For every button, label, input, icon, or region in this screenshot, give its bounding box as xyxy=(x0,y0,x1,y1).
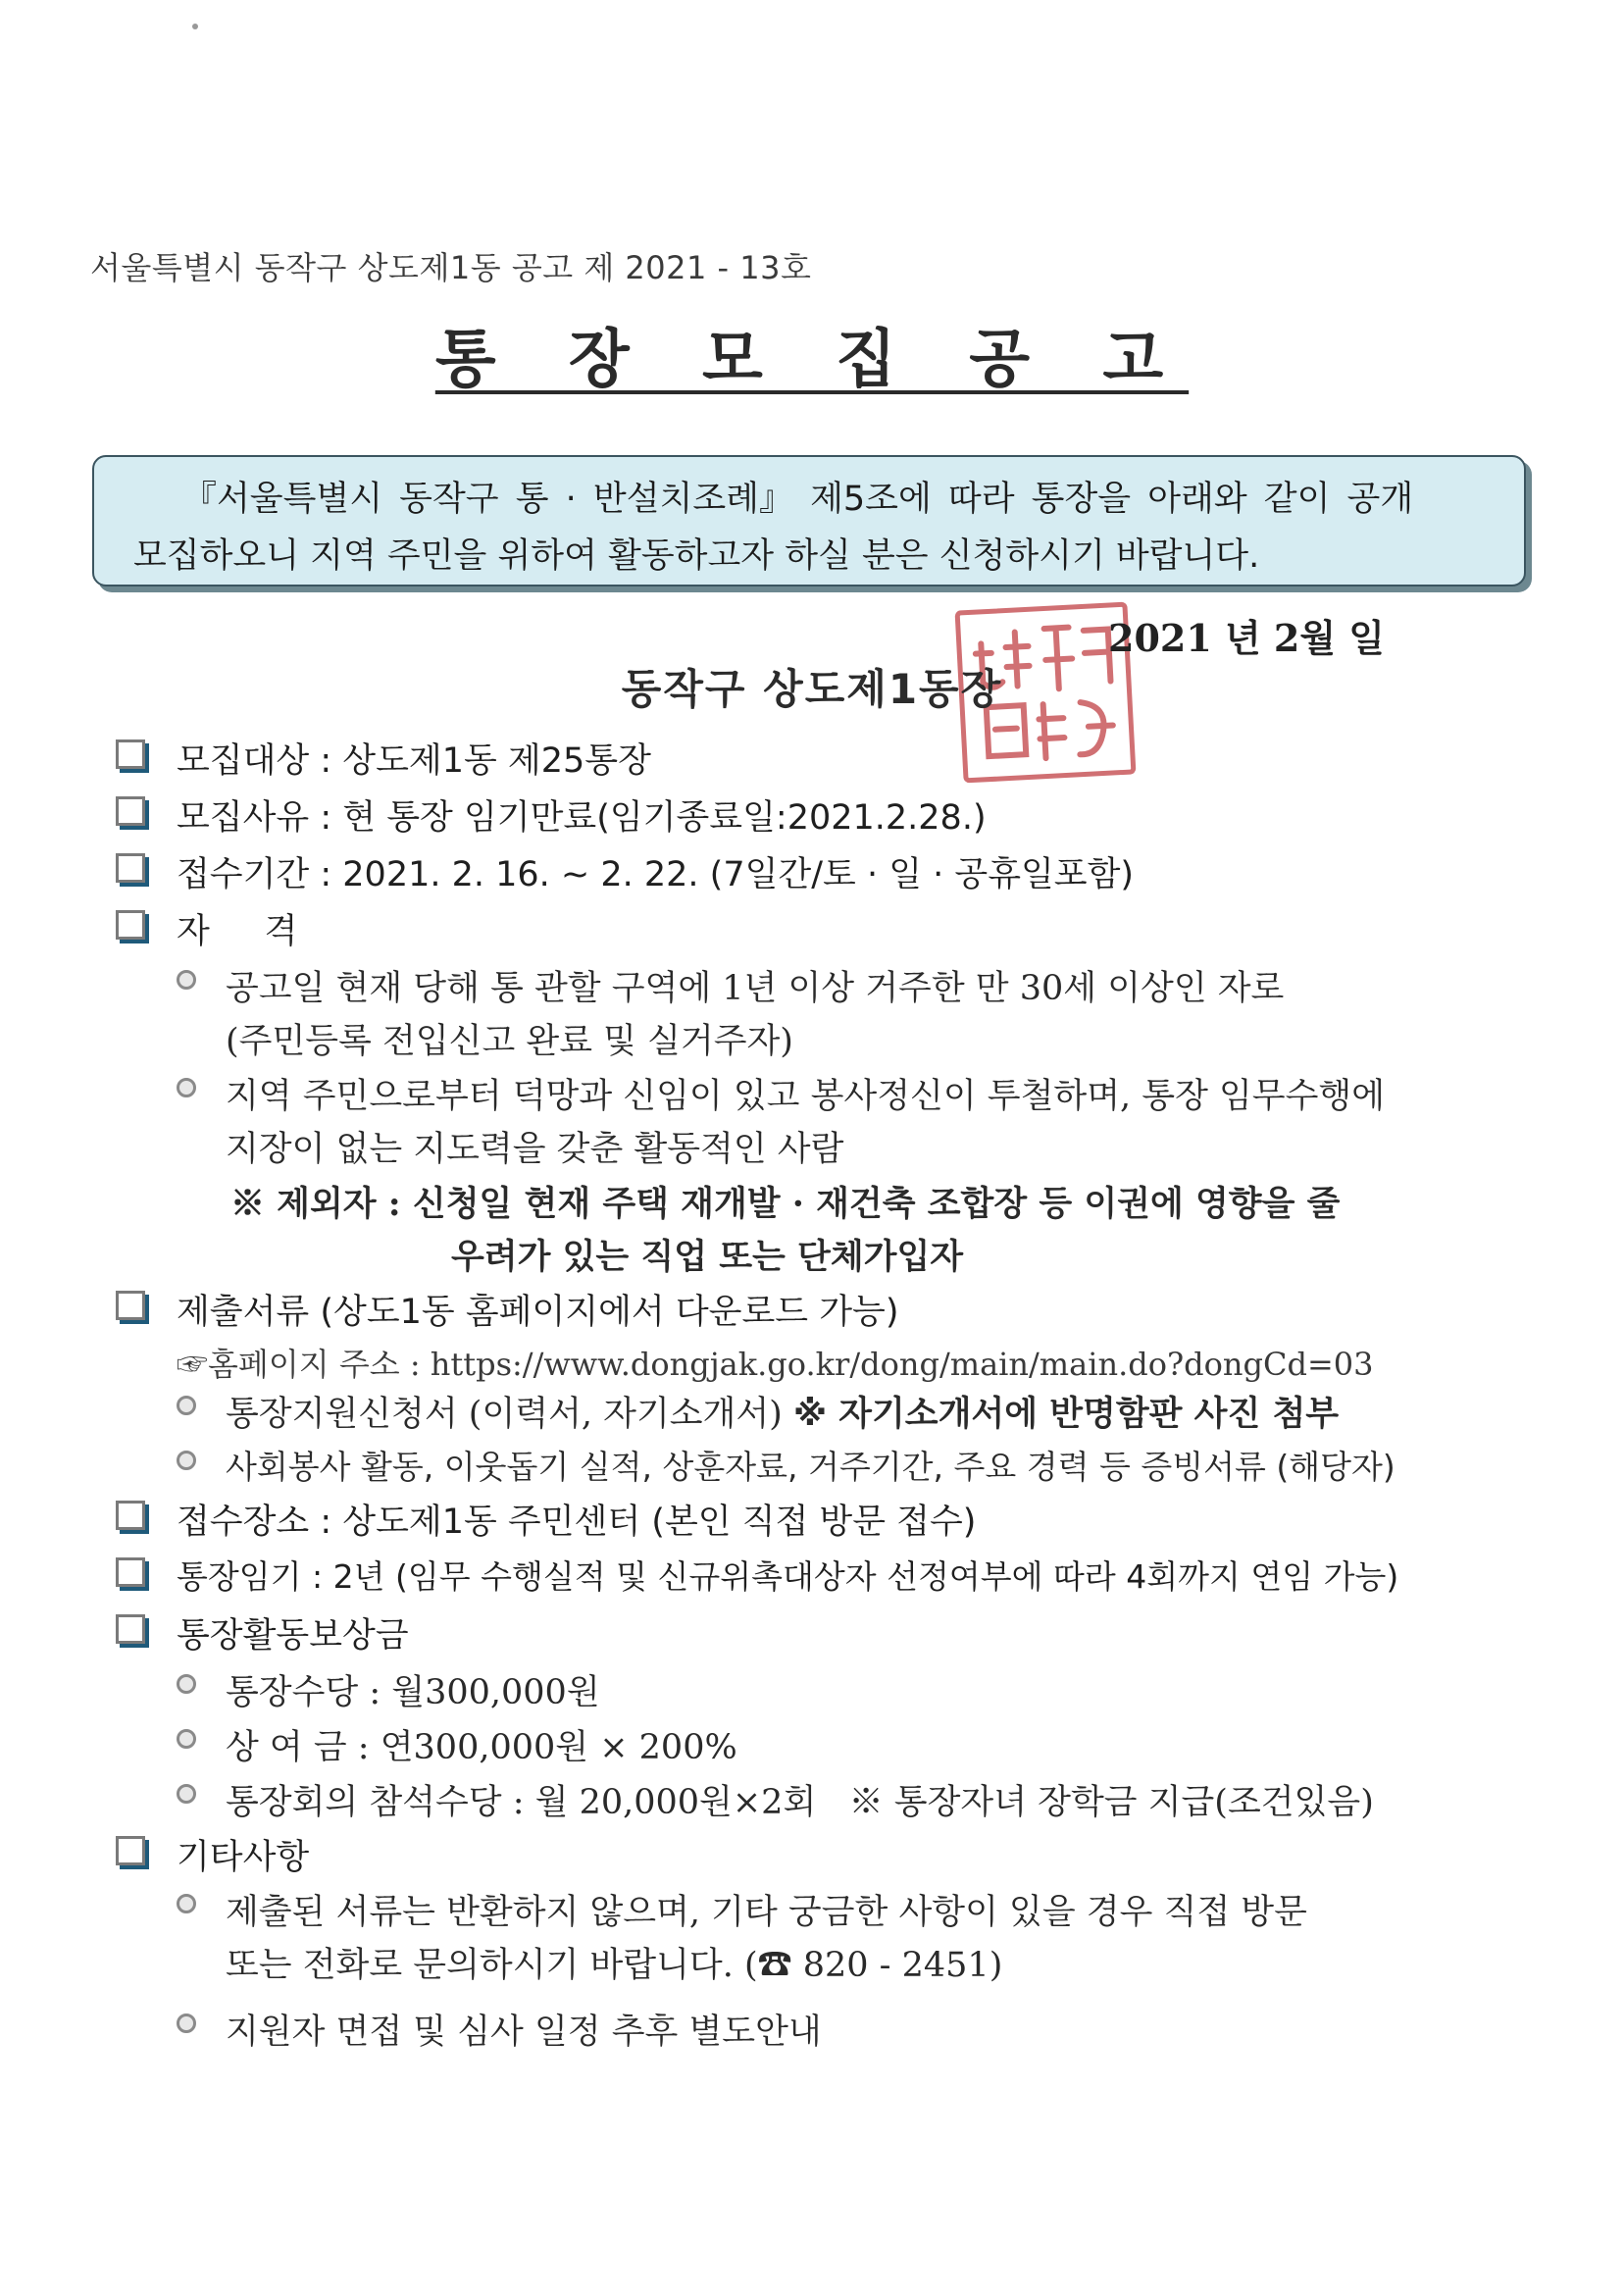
homepage-address: ☞홈페이지 주소 : https://www.dongjak.go.kr/dong/main/main.do?dongCd=03 xyxy=(177,1346,1374,1383)
notice-page: 서울특별시 동작구 상도제1동 공고 제 2021 - 13호 통 장 모 집 공 고 『서울특별시 동작구 통 · 반설치조례』 제5조에 따라 통장을 아래와 같이 공개 모집하오니 지역 주민을 위하여 활동하고자 하실 분은 신청하시기 바랍니다. 2021 년 2월 일 동작구 상도제1동장 모집대상 : 상도제1동 제25통장 모집사유 : 현 통장 임기만료(임기종료일:2021.2.28.) 접수기간 : 2021. 2. 16. ~ 2. 22. (7일간/토 · 일 · 공휴일포함) 자 격 공고일 현재 당해 통 관할 구역에 1년 이상 거주한 만 30세 이상인 자로 (주민등록 전입신고 완료 및 실거주자) 지역 주민으로부터 덕망과 신임이 있고 봉사정신이 투철하며, 통장 임무수행에 지장이 없는 지도력을 갖춘 활동적인 사람 ※ 제외자 : 신청일 현재 주택 재개발 · 재건축 조합장 등 이권에 영향을 줄 우려가 있는 직업 또는 단체가입자 제출서류 (상도1동 홈페이지에서 다운로드 가능) ☞홈페이지 주소 : https://www.dongjak.go.kr/dong/main/main.do?dongCd=03 통장지원신청서 (이력서, 자기소개서) ※ 자기소개서에 반명함판 사진 첨부 사회봉사 활동, 이웃돕기 실적, 상훈자료, 거주기간, 주요 경력 등 증빙서류 (해당자) 접수장소 : 상도제1동 주민센터 (본인 직접 방문 접수) 통장임기 : 2년 (임무 수행실적 및 신규위촉대상자 선정여부에 따라 4회까지 연임 가능) 통장활동보상금 통장수당 : 월300,000원 상 여 금 : 연300,000원 × 200% 통장회의 참석수당 : 월 20,000원×2회 ※ 통장자녀 장학금 지급(조건있음) 기타사항 제출된 서류는 반환하지 않으며, 기타 궁금한 사항이 있을 경우 직접 방문 또는 전화로 문의하시기 바랍니다. (☎ 820 - 2451) 지원자 면접 및 심사 일정 추후 별도안내 xyxy=(0,0,1624,2294)
checkbox-icon xyxy=(116,910,145,940)
checkbox-icon xyxy=(116,1291,145,1320)
checkbox-icon xyxy=(116,739,145,769)
checkbox-icon xyxy=(116,1501,145,1530)
circle-bullet-icon xyxy=(177,2014,196,2033)
exclusion-line-2: 우려가 있는 직업 또는 단체가입자 xyxy=(451,1237,964,1277)
reward-3: 통장회의 참석수당 : 월 20,000원×2회 ※ 통장자녀 장학금 지급(조건있음) xyxy=(177,1775,221,1932)
checkbox-icon xyxy=(116,1614,145,1644)
circle-bullet-icon xyxy=(177,1674,196,1694)
circle-bullet-icon xyxy=(177,1396,196,1415)
issuer-name: 동작구 상도제1동장 xyxy=(621,665,1003,713)
notice-number: 서울특별시 동작구 상도제1동 공고 제 2021 - 13호 xyxy=(90,249,812,286)
checkbox-icon xyxy=(116,1836,145,1865)
exclusion-line-1: ※ 제외자 : 신청일 현재 주택 재개발 · 재건축 조합장 등 이권에 영향을 줄 xyxy=(230,1184,1341,1224)
document-title-text: 통 장 모 집 공 고 xyxy=(434,324,1190,396)
intro-line-2: 모집하오니 지역 주민을 위하여 활동하고자 하실 분은 신청하시기 바랍니다. xyxy=(133,536,1260,576)
qualification-2-line-2: 지장이 없는 지도력을 갖춘 활동적인 사람 xyxy=(226,1130,844,1169)
document-1-text: 통장지원신청서 (이력서, 자기소개서) xyxy=(226,1395,793,1434)
circle-bullet-icon xyxy=(177,1729,196,1749)
checkbox-icon xyxy=(116,796,145,826)
document-title xyxy=(0,309,1624,399)
circle-bullet-icon xyxy=(177,1078,196,1097)
checkbox-icon xyxy=(116,853,145,883)
scan-speck xyxy=(192,24,198,29)
document-1-note: ※ 자기소개서에 반명함판 사진 첨부 xyxy=(792,1395,1340,1434)
circle-bullet-icon xyxy=(177,1894,196,1913)
circle-bullet-icon xyxy=(177,1784,196,1804)
etc-1-line-2: 또는 전화로 문의하시기 바랍니다. (☎ 820 - 2451) xyxy=(226,1946,1003,1985)
intro-box xyxy=(92,455,1526,586)
qualification-1-line-2: (주민등록 전입신고 완료 및 실거주자) xyxy=(226,1022,793,1061)
circle-bullet-icon xyxy=(177,970,196,990)
intro-line-1: 『서울특별시 동작구 통 · 반설치조례』 제5조에 따라 통장을 아래와 같이 공개 xyxy=(182,480,1414,519)
item-qualification: 자 격 xyxy=(116,904,160,1061)
notice-date: 2021 년 2월 일 xyxy=(1108,616,1386,660)
circle-bullet-icon xyxy=(177,1451,196,1470)
checkbox-icon xyxy=(116,1557,145,1587)
